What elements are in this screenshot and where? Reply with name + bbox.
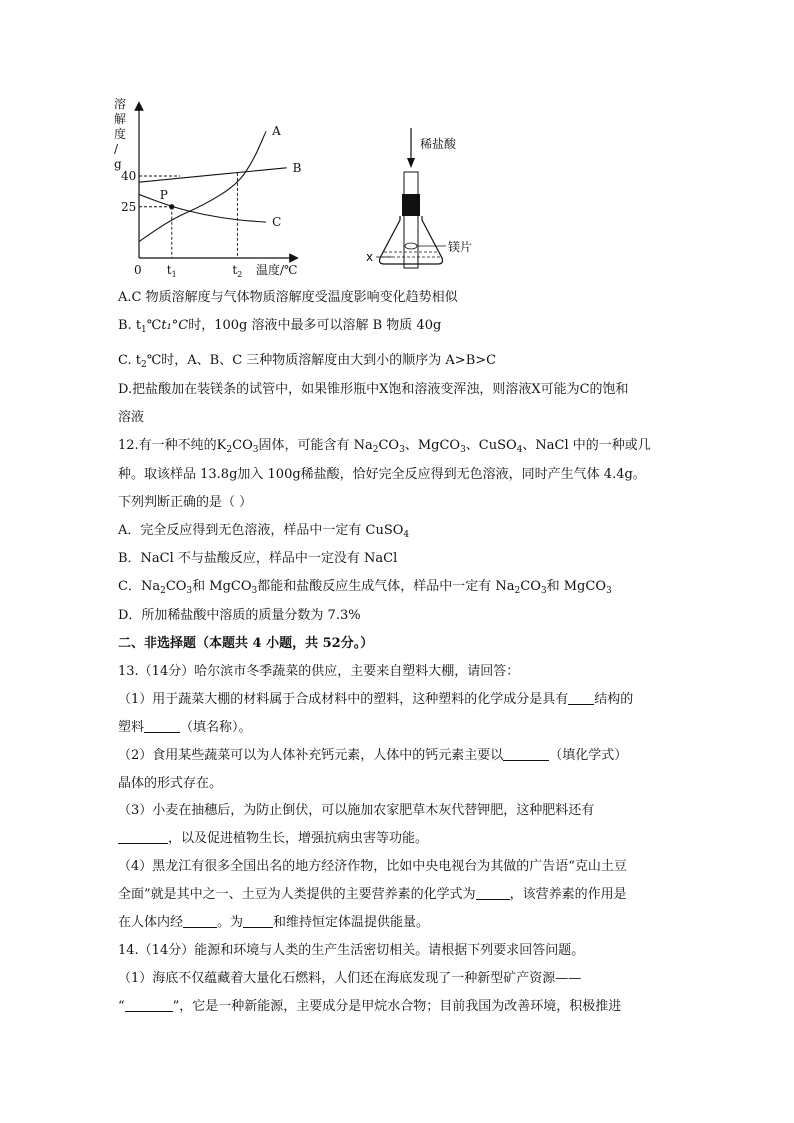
q12-stem-3: 下列判断正确的是（ ） [118, 495, 253, 510]
series-label-b: B [292, 160, 302, 175]
origin-label: 0 [134, 263, 142, 277]
y-tick-40: 40 [121, 169, 137, 183]
x-tick-t2: $t_2$ [232, 263, 243, 279]
series-label-a: A [272, 123, 281, 138]
section-heading: 二、非选择题（本题共 4 小题，共 52分。） [118, 636, 374, 651]
option-d-line: D.把盐酸加在装镁条的试管中，如果锥形瓶中X饱和溶液变浑浊，则溶液X可能为C的饱和 [118, 382, 629, 397]
q13-part1-a: （1）用于蔬菜大棚的材料属于合成材料中的塑料，这种塑料的化学成分是具有 结构的 [118, 692, 634, 707]
y-tick-25: 25 [121, 199, 137, 214]
point-p [169, 204, 174, 209]
acid-label: 稀盐酸 [420, 137, 457, 151]
y-axis-label: 溶解度/ g [114, 97, 127, 171]
point-p-label: P [159, 187, 168, 202]
q12-stem-2: 种。取该样品 13.8g加入 100g稀盐酸，恰好完全反应得到无色溶液，同时产生气体 4.4g。 [118, 467, 646, 482]
q13-part3-b: ，以及促进植物生长，增强抗病虫害等功能。 [118, 829, 428, 849]
q13-part2-b: 晶体的形式存在。 [118, 776, 223, 791]
q13-part3-a: （3）小麦在抽穗后，为防止倒伏，可以施加农家肥草木灰代替钾肥，这种肥料还有 [118, 803, 595, 818]
q14-part1-b: “ ”，它是一种新能源，主要成分是甲烷水合物；目前我国为改善环境，积极推进 [118, 999, 622, 1014]
x-tick-t1: $t_1$ [166, 263, 177, 279]
q13-part4-c: 在人体内经 。为 和维持恒定体温提供能量。 [118, 915, 430, 930]
q13-part4-b: 全面”就是其中之一、土豆为人类提供的主要营养素的化学式为 ，该营养素的作用是 [118, 887, 627, 902]
test-tube [404, 172, 418, 268]
q12-option-a: A．完全反应得到无色溶液，样品中一定有 CuSO$_4$ [118, 523, 410, 540]
stopper [402, 194, 420, 216]
q13-part1-b: 塑料 （填名称）。 [118, 720, 252, 735]
option-b-line: B. $t_1℃t_1^\circ C$时，100g 溶液中最多可以溶解 B 物质 40g [118, 318, 442, 335]
curve-b [139, 168, 287, 182]
q12-option-c: C．$Na_2CO_3$和 MgCO$_3$都能和盐酸反应生成气体，样品中一定有 $Na_2CO_3$和 MgCO$_3$ [118, 579, 612, 596]
ribbon-label: 镁片 [448, 240, 473, 254]
solubility-chart [112, 92, 302, 282]
q12-option-b: B．NaCl 不与盐酸反应，样品中一定没有 NaCl [118, 551, 398, 566]
apparatus-diagram [362, 126, 492, 276]
solution-label: x [366, 250, 374, 264]
q13-part4-a: （4）黑龙江有很多全国出名的地方经济作物，比如中央电视台为其做的广告语“克山土豆 [118, 859, 627, 874]
q12-option-d: D．所加稀盐酸中溶质的质量分数为 7.3% [118, 608, 361, 623]
q14-stem: 14.（14分）能源和环境与人类的生产生活密切相关。请根据下列要求回答问题。 [118, 943, 585, 958]
option-d-line-2: 溶液 [118, 410, 145, 425]
q12-stem-1: 12.有一种不纯的$K_2CO_3$固体，可能含有 $Na_2CO_3$、MgCO$_3$、CuSO$_4$、NaCl 中的一种或几 [118, 438, 651, 455]
curve-c [139, 194, 266, 222]
magnesium-ribbon [405, 243, 417, 249]
q14-part1-a: （1）海底不仅蕴藏着大量化石燃料，人们还在海底发现了一种新型矿产资源—— [118, 971, 582, 986]
q13-part2-a: （2）食用某些蔬菜可以为人体补充钙元素，人体中的钙元素主要以 （填化学式） [118, 748, 628, 763]
option-a-line: A.C 物质溶解度与气体物质溶解度受温度影响变化趋势相似 [118, 290, 458, 305]
acid-arrow-head [407, 158, 415, 168]
series-label-c: C [272, 215, 282, 230]
x-axis-label: 温度/℃ [256, 263, 298, 277]
q13-stem: 13.（14分）哈尔滨市冬季蔬菜的供应，主要来自塑料大棚，请回答： [118, 664, 520, 679]
option-c-line: C. $t_2℃$时，A、B、C 三种物质溶解度由大到小的顺序为 A>B>C [118, 353, 497, 370]
curve-a [139, 131, 266, 242]
